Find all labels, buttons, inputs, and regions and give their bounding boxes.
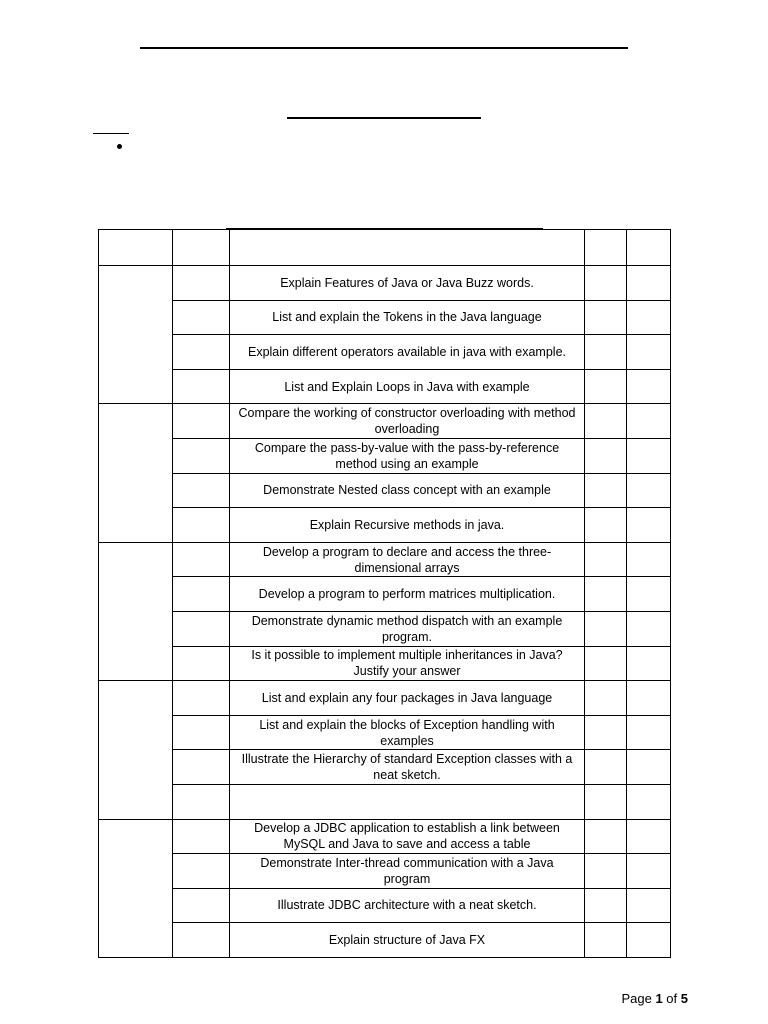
marks-cell — [585, 266, 627, 301]
table-row — [99, 854, 671, 889]
table-header-row — [99, 230, 671, 266]
question-text: List and Explain Loops in Java with example — [230, 369, 585, 404]
qno-cell — [173, 854, 230, 889]
footer-total-pages: 5 — [680, 991, 688, 1006]
question-text: Demonstrate dynamic method dispatch with an example program. — [230, 611, 585, 646]
co-cell — [627, 888, 671, 923]
qno-cell — [173, 681, 230, 716]
table-row — [99, 542, 671, 577]
question-text: Illustrate the Hierarchy of standard Exception classes with a neat sketch. — [230, 750, 585, 785]
header-cell — [99, 230, 173, 266]
co-cell — [627, 646, 671, 681]
qno-cell — [173, 577, 230, 612]
co-cell — [627, 508, 671, 543]
question-text: Demonstrate Nested class concept with an example — [230, 473, 585, 508]
qno-cell — [173, 335, 230, 370]
marks-cell — [585, 854, 627, 889]
table-row — [99, 369, 671, 404]
marks-cell — [585, 508, 627, 543]
co-cell — [627, 923, 671, 958]
table-row — [99, 473, 671, 508]
qno-cell — [173, 473, 230, 508]
question-text: Explain Recursive methods in java. — [230, 508, 585, 543]
table-row — [99, 266, 671, 301]
question-text: Compare the working of constructor overloading with method overloading — [230, 404, 585, 439]
table-row — [99, 750, 671, 785]
table-row — [99, 404, 671, 439]
co-cell — [627, 300, 671, 335]
marks-cell — [585, 611, 627, 646]
header-rule-middle — [287, 117, 481, 119]
marks-cell — [585, 750, 627, 785]
question-text: Illustrate JDBC architecture with a neat sketch. — [230, 888, 585, 923]
question-text: Develop a program to perform matrices multiplication. — [230, 577, 585, 612]
co-cell — [627, 854, 671, 889]
qno-cell — [173, 611, 230, 646]
footer-page-prefix: Page — [621, 991, 656, 1006]
table-row — [99, 923, 671, 958]
co-cell — [627, 784, 671, 819]
table-row — [99, 888, 671, 923]
co-cell — [627, 542, 671, 577]
question-table — [98, 229, 671, 958]
table-row — [99, 715, 671, 750]
question-text: Explain structure of Java FX — [230, 923, 585, 958]
footer-of-label: of — [662, 991, 681, 1006]
marks-cell — [585, 923, 627, 958]
marks-cell — [585, 300, 627, 335]
marks-cell — [585, 438, 627, 473]
marks-cell — [585, 646, 627, 681]
header-cell — [627, 230, 671, 266]
table-row — [99, 335, 671, 370]
co-cell — [627, 404, 671, 439]
co-cell — [627, 438, 671, 473]
module-cell — [99, 819, 173, 957]
co-cell — [627, 369, 671, 404]
question-text: Explain Features of Java or Java Buzz words. — [230, 266, 585, 301]
question-text: Explain different operators available in java with example. — [230, 335, 585, 370]
header-cell — [585, 230, 627, 266]
co-cell — [627, 335, 671, 370]
marks-cell — [585, 819, 627, 854]
table-row — [99, 300, 671, 335]
qno-cell — [173, 819, 230, 854]
qno-cell — [173, 784, 230, 819]
question-text: Demonstrate Inter-thread communication with a Java program — [230, 854, 585, 889]
qno-cell — [173, 750, 230, 785]
table-row — [99, 611, 671, 646]
question-text: List and explain any four packages in Java language — [230, 681, 585, 716]
question-text: Develop a JDBC application to establish a link between MySQL and Java to save and access a table — [230, 819, 585, 854]
qno-cell — [173, 923, 230, 958]
qno-cell — [173, 266, 230, 301]
table-row — [99, 508, 671, 543]
marks-cell — [585, 542, 627, 577]
header-cell — [173, 230, 230, 266]
question-text — [230, 784, 585, 819]
module-cell — [99, 681, 173, 819]
qno-cell — [173, 646, 230, 681]
module-cell — [99, 266, 173, 404]
table-row — [99, 784, 671, 819]
bullet-point — [117, 144, 122, 149]
co-cell — [627, 577, 671, 612]
marks-cell — [585, 369, 627, 404]
co-cell — [627, 611, 671, 646]
table-row — [99, 681, 671, 716]
marks-cell — [585, 404, 627, 439]
module-cell — [99, 404, 173, 542]
question-text: Compare the pass-by-value with the pass-by-reference method using an example — [230, 438, 585, 473]
co-cell — [627, 750, 671, 785]
header-cell — [230, 230, 585, 266]
question-text: Is it possible to implement multiple inheritances in Java? Justify your answer — [230, 646, 585, 681]
table-row — [99, 819, 671, 854]
marks-cell — [585, 715, 627, 750]
table-row — [99, 646, 671, 681]
question-text: List and explain the blocks of Exception handling with examples — [230, 715, 585, 750]
co-cell — [627, 681, 671, 716]
module-cell — [99, 542, 173, 680]
qno-cell — [173, 438, 230, 473]
question-text: Develop a program to declare and access the three-dimensional arrays — [230, 542, 585, 577]
qno-cell — [173, 508, 230, 543]
page-footer — [621, 991, 688, 1006]
question-text: List and explain the Tokens in the Java language — [230, 300, 585, 335]
table-row — [99, 577, 671, 612]
co-cell — [627, 266, 671, 301]
marks-cell — [585, 681, 627, 716]
marks-cell — [585, 784, 627, 819]
header-rule-short — [93, 133, 129, 134]
co-cell — [627, 473, 671, 508]
marks-cell — [585, 888, 627, 923]
header-rule-top — [140, 47, 628, 49]
table-row — [99, 438, 671, 473]
qno-cell — [173, 300, 230, 335]
marks-cell — [585, 577, 627, 612]
qno-cell — [173, 888, 230, 923]
qno-cell — [173, 542, 230, 577]
marks-cell — [585, 335, 627, 370]
footer-current-page: 1 — [655, 991, 663, 1006]
qno-cell — [173, 715, 230, 750]
co-cell — [627, 819, 671, 854]
qno-cell — [173, 404, 230, 439]
qno-cell — [173, 369, 230, 404]
co-cell — [627, 715, 671, 750]
marks-cell — [585, 473, 627, 508]
